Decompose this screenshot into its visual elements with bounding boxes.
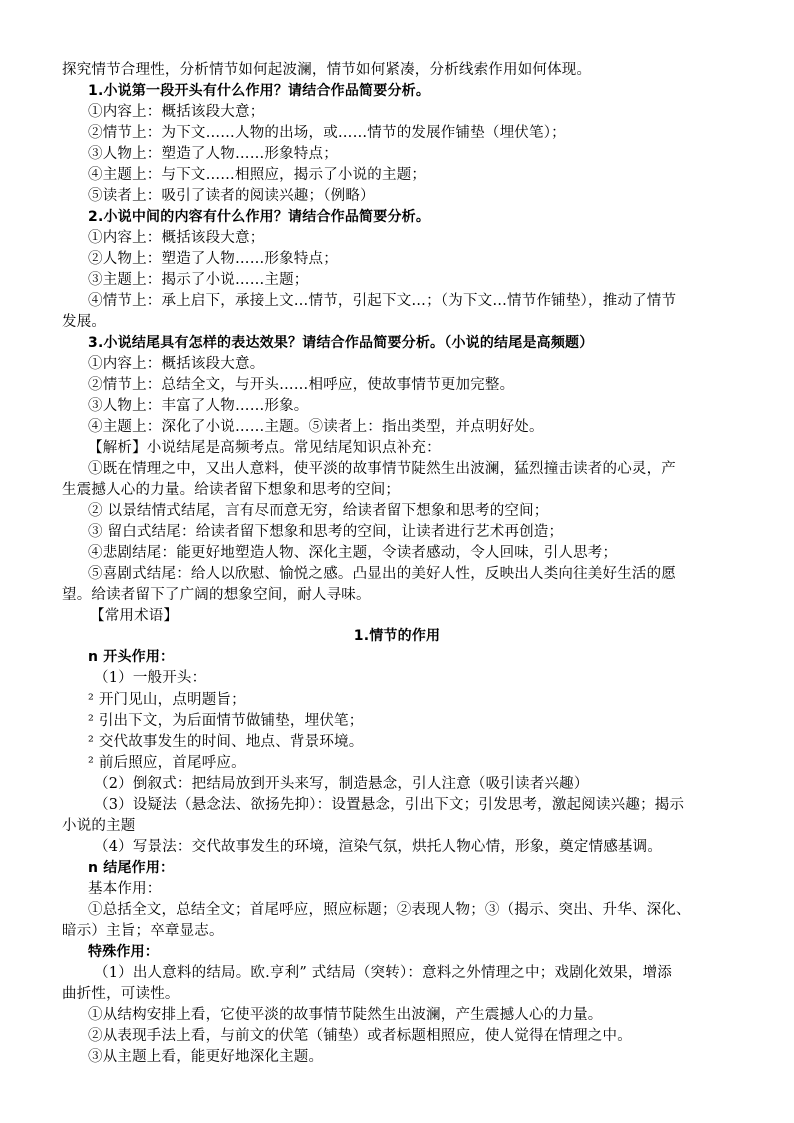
q2-point-1: ①内容上：概括该段大意； [88, 230, 265, 246]
question-2-heading: 2.小说中间的内容有什么作用？请结合作品简要分析。 [88, 209, 431, 225]
opening-function-heading: n 开头作用： [88, 649, 175, 665]
ending-function-heading: n 结尾作用： [88, 860, 175, 876]
analysis-point-1-cont: 生震撼人心的力量。给读者留下想象和思考的空间； [62, 482, 401, 498]
q3-point-3: ③人物上：丰富了人物……形象。 [88, 398, 309, 414]
analysis-point-2: ② 以景结情式结尾，言有尽而意无穷，给读者留下想象和思考的空间； [88, 503, 549, 519]
q1-point-2: ②情节上：为下文……人物的出场，或……情节的发展作铺垫（埋伏笔）； [88, 125, 566, 141]
q1-point-1: ①内容上：概括该段大意； [88, 104, 265, 120]
analysis-heading: 【解析】小说结尾是高频考点。常见结尾知识点补充： [88, 440, 441, 456]
question-3-heading: 3.小说结尾具有怎样的表达效果？请结合作品简要分析。（小说的结尾是高频题） [88, 335, 594, 351]
opening-type-3: （3）设疑法（悬念法、欲扬先抑）：设置悬念，引出下文；引发思考，激起阅读兴趣；揭示 [94, 797, 685, 813]
opening-bullet-1: ² 开门见山，点明题旨； [88, 692, 246, 708]
special-point-1: ①从结构安排上看，它使平淡的故事情节陡然生出波澜，产生震撼人心的力量。 [88, 1007, 603, 1023]
special-function-1-cont: 曲折性，可读性。 [62, 986, 180, 1002]
opening-bullet-3: ² 交代故事发生的时间、地点、背景环境。 [88, 734, 364, 750]
opening-type-4: （4）写景法：交代故事发生的环境，渲染气氛，烘托人物心情，形象，奠定情感基调。 [94, 839, 663, 855]
question-1-heading: 1.小说第一段开头有什么作用？请结合作品简要分析。 [88, 83, 431, 99]
basic-function-heading: 基本作用： [88, 881, 162, 897]
analysis-point-5: ⑤喜剧式结尾：给人以欣慰、愉悦之感。凸显出的美好人性，反映出人类向往美好生活的愿 [88, 566, 676, 582]
opening-bullet-4: ² 前后照应，首尾呼应。 [88, 755, 246, 771]
q3-point-2: ②情节上：总结全文，与开头……相呼应，使故事情节更加完整。 [88, 377, 515, 393]
opening-type-3-cont: 小说的主题 [62, 818, 136, 834]
q2-point-2: ②人物上：塑造了人物……形象特点； [88, 251, 338, 267]
q2-point-4: ④情节上：承上启下，承接上文…情节，引起下文…；（为下文…情节作铺垫），推动了情节 [88, 293, 677, 309]
intro-line: 探究情节合理性，分析情节如何起波澜，情节如何紧凑，分析线索作用如何体现。 [62, 62, 592, 78]
basic-function-text-cont: 暗示）主旨；卒章显志。 [62, 923, 224, 939]
basic-function-text: ①总括全文，总结全文；首尾呼应，照应标题；②表现人物；③（揭示、突出、升华、深化、 [88, 902, 691, 918]
special-function-heading: 特殊作用： [88, 944, 159, 960]
opening-type-2: （2）倒叙式：把结局放到开头来写，制造悬念，引人注意（吸引读者兴趣） [94, 776, 589, 792]
q3-point-1: ①内容上：概括该段大意。 [88, 356, 265, 372]
opening-type-1: （1）一般开头： [94, 670, 207, 686]
special-point-2: ②从表现手法上看，与前文的伏笔（铺垫）或者标题相照应，使人觉得在情理之中。 [88, 1028, 632, 1044]
plot-function-title: 1.情节的作用 [353, 628, 441, 644]
q1-point-4: ④主题上：与下文……相照应，揭示了小说的主题； [88, 167, 427, 183]
terms-heading: 【常用术语】 [90, 608, 179, 624]
q2-point-4-cont: 发展。 [62, 314, 107, 330]
analysis-point-3: ③ 留白式结尾：给读者留下想象和思考的空间，让读者进行艺术再创造； [88, 524, 564, 540]
analysis-point-4: ④悲剧结尾：能更好地塑造人物、深化主题，令读者感动，令人回味，引人思考； [88, 545, 618, 561]
opening-bullet-2: ² 引出下文，为后面情节做铺垫，埋伏笔； [88, 713, 364, 729]
q3-point-4: ④主题上：深化了小说……主题。⑤读者上：指出类型，并点明好处。 [88, 419, 544, 435]
q1-point-5: ⑤读者上：吸引了读者的阅读兴趣；（例略） [88, 188, 375, 204]
q1-point-3: ③人物上：塑造了人物……形象特点； [88, 146, 338, 162]
analysis-point-5-cont: 望。给读者留下了广阔的想象空间，耐人寻味。 [62, 587, 371, 603]
special-point-3: ③从主题上看，能更好地深化主题。 [88, 1049, 324, 1065]
q2-point-3: ③主题上：揭示了小说……主题； [88, 272, 309, 288]
analysis-point-1: ①既在情理之中，又出人意料，使平淡的故事情节陡然生出波澜，猛烈撞击读者的心灵，产 [88, 461, 676, 477]
special-function-1: （1）出人意料的结局。欧.亨利” 式结局（突转）：意料之外情理之中；戏剧化效果，增添 [94, 965, 673, 981]
